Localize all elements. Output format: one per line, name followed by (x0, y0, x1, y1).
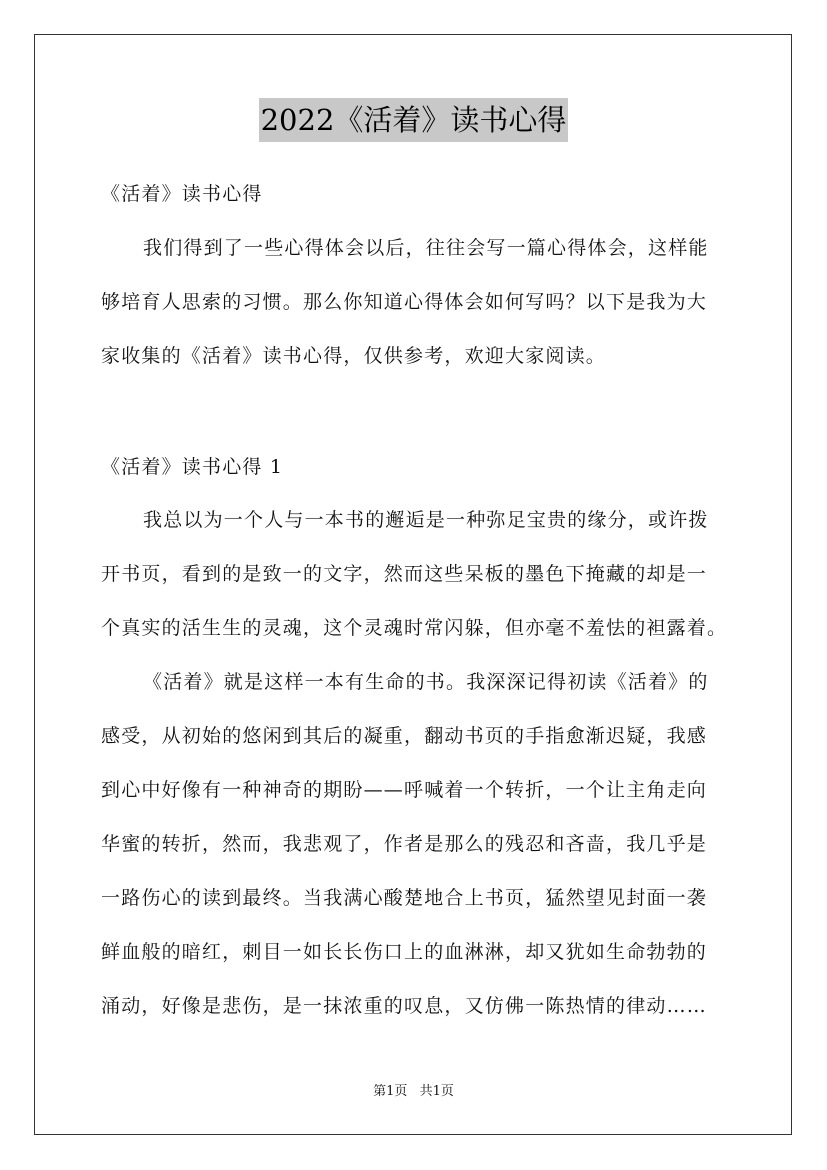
intro-line-1: 我们得到了一些心得体会以后，往往会写一篇心得体会，这样能 (143, 237, 709, 259)
para2-line-1: 《活着》就是这样一本有生命的书。我深深记得初读《活着》的 (143, 671, 709, 693)
title-block (0, 98, 827, 142)
para2-line-6: 鲜血般的暗红，刺目一如长长伤口上的血淋淋，却又犹如生命勃勃的 (101, 941, 708, 963)
document-subtitle: 《活着》读书心得 (101, 183, 263, 205)
para1-line-2: 开书页，看到的是致一的文字，然而这些呆板的墨色下掩藏的却是一 (101, 563, 708, 585)
section-heading: 《活着》读书心得 1 (101, 456, 284, 478)
page-total: 共1页 (419, 1084, 454, 1099)
intro-line-2: 够培育人思索的习惯。那么你知道心得体会如何写吗？以下是我为大 (101, 291, 708, 313)
para2-line-4: 华蜜的转折，然而，我悲观了，作者是那么的残忍和吝啬，我几乎是 (101, 833, 708, 855)
para2-line-5: 一路伤心的读到最终。当我满心酸楚地合上书页，猛然望见封面一袭 (101, 887, 708, 909)
document-title: 2022《活着》读书心得 (259, 98, 569, 142)
page-number: 第1页 (373, 1084, 408, 1099)
para1-line-1: 我总以为一个人与一本书的邂逅是一种弥足宝贵的缘分，或许拨 (143, 509, 709, 531)
para2-line-3: 到心中好像有一种神奇的期盼——呼喊着一个转折，一个让主角走向 (101, 779, 708, 801)
intro-line-3: 家收集的《活着》读书心得，仅供参考，欢迎大家阅读。 (101, 345, 607, 367)
para1-line-3: 个真实的活生生的灵魂，这个灵魂时常闪躲，但亦毫不羞怯的袒露着。 (101, 617, 728, 639)
page-footer (0, 1083, 827, 1101)
para2-line-7: 涌动，好像是悲伤，是一抹浓重的叹息，又仿佛一陈热情的律动…… (101, 995, 708, 1017)
para2-line-2: 感受，从初始的悠闲到其后的凝重，翻动书页的手指愈渐迟疑，我感 (101, 725, 708, 747)
